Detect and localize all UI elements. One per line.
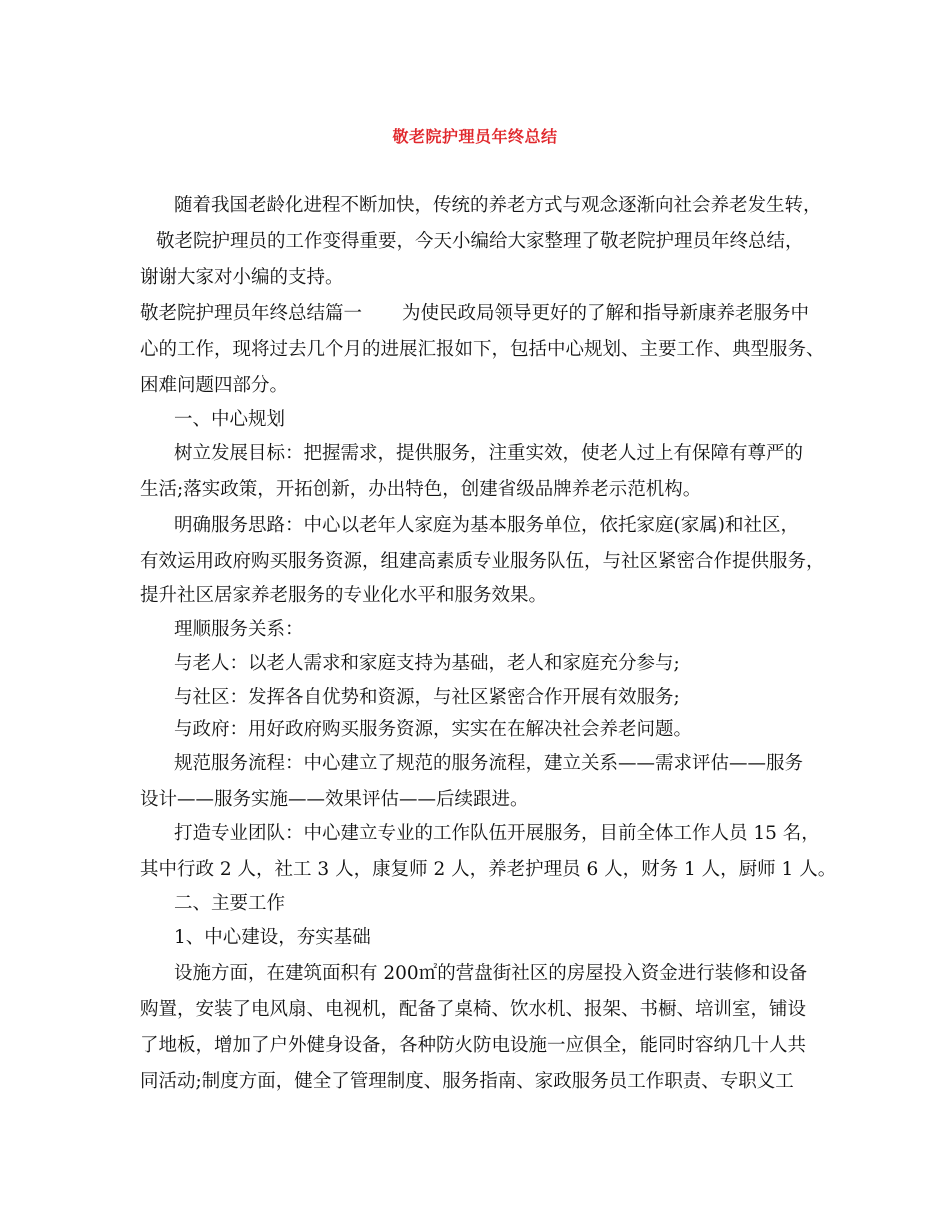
document-title: 敬老院护理员年终总结	[392, 127, 558, 146]
paragraph-line: 其中行政 2 人，社工 3 人，康复师 2 人，养老护理员 6 人，财务 1 人，厨师 1 人。	[140, 859, 837, 880]
paragraph-line: 有效运用政府购买服务资源，组建高素质专业服务队伍，与社区紧密合作提供服务，	[140, 551, 825, 572]
section-heading: 二、主要工作	[174, 893, 286, 914]
paragraph-line: 打造专业团队：中心建立专业的工作队伍开展服务，目前全体工作人员 15 名，	[174, 823, 820, 844]
section-heading: 敬老院护理员年终总结篇一	[140, 303, 363, 324]
section-heading: 一、中心规划	[174, 409, 286, 430]
paragraph-line: 设计——服务实施——效果评估——后续跟进。	[140, 789, 529, 810]
paragraph-line: 明确服务思路：中心以老年人家庭为基本服务单位，依托家庭(家属)和社区，	[174, 515, 799, 536]
paragraph-line: 与老人：以老人需求和家庭支持为基础，老人和家庭充分参与;	[174, 653, 680, 674]
paragraph-line	[140, 302, 809, 326]
paragraph-line: 随着我国老龄化进程不断加快，传统的养老方式与观念逐渐向社会养老发生转，	[174, 195, 822, 216]
subsection-heading: 1、中心建设，夯实基础	[174, 927, 371, 948]
paragraph-line: 同活动;制度方面，健全了管理制度、服务指南、家政服务员工作职责、专职义工	[140, 1071, 794, 1092]
paragraph-line: 了地板，增加了户外健身设备，各种防火防电设施一应俱全，能同时容纳几十人共	[140, 1035, 807, 1056]
paragraph-line: 与社区：发挥各自优势和资源，与社区紧密合作开展有效服务;	[174, 687, 680, 708]
paragraph-line: 提升社区居家养老服务的专业化水平和服务效果。	[140, 585, 548, 606]
paragraph-line: 谢谢大家对小编的支持。	[140, 267, 344, 288]
paragraph-line: 与政府：用好政府购买服务资源，实实在在解决社会养老问题。	[174, 719, 693, 740]
paragraph-line: 生活;落实政策，开拓创新，办出特色，创建省级品牌养老示范机构。	[140, 479, 702, 500]
paragraph-line: 心的工作，现将过去几个月的进展汇报如下，包括中心规划、主要工作、典型服务、	[140, 339, 825, 360]
paragraph-line: 设施方面，在建筑面积有 200㎡的营盘街社区的房屋投入资金进行装修和设备	[174, 963, 808, 984]
paragraph-line: 购置，安装了电风扇、电视机，配备了桌椅、饮水机、报架、书橱、培训室，铺设	[140, 999, 807, 1020]
paragraph-line: 树立发展目标：把握需求，提供服务，注重实效，使老人过上有保障有尊严的	[174, 443, 804, 464]
paragraph-line: 困难问题四部分。	[140, 375, 289, 396]
paragraph-line: 规范服务流程：中心建立了规范的服务流程，建立关系——需求评估——服务	[174, 753, 804, 774]
paragraph-line: 理顺服务关系：	[174, 619, 304, 640]
paragraph-text: 为使民政局领导更好的了解和指导新康养老服务中	[402, 303, 810, 324]
paragraph-line: 敬老院护理员的工作变得重要，今天小编给大家整理了敬老院护理员年终总结，	[156, 231, 804, 252]
